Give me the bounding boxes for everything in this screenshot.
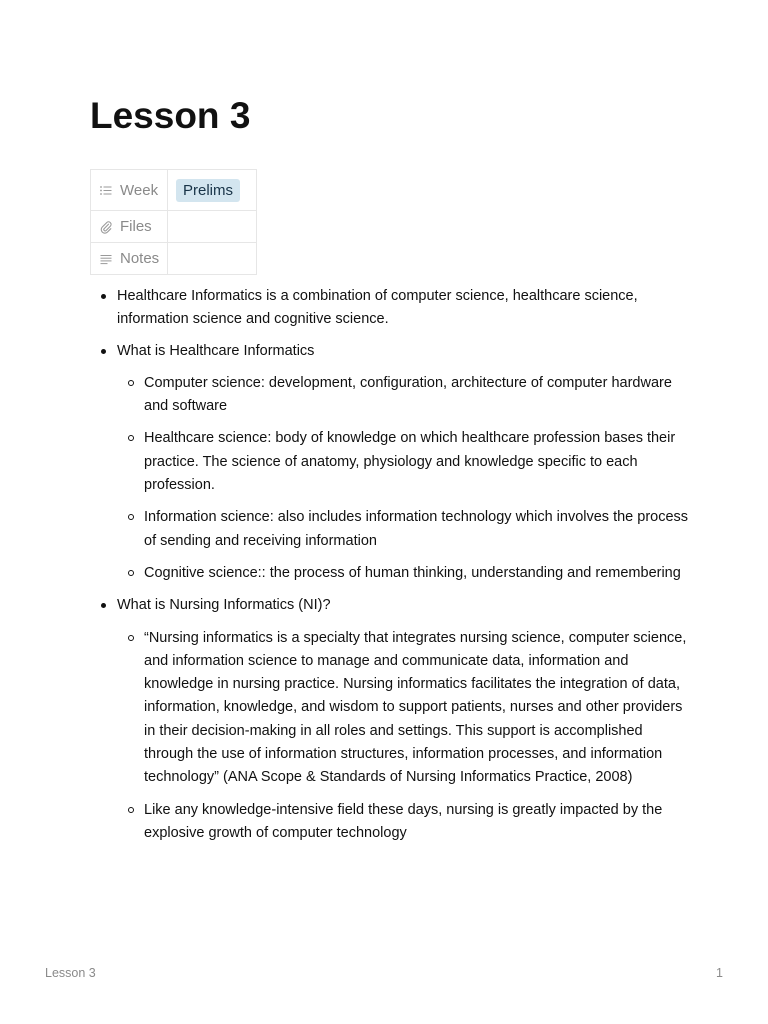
bullet-dot-icon <box>101 294 106 299</box>
list-item-text: Healthcare Informatics is a combination of computer science, healthcare science, information science and cognitive science. <box>117 288 638 328</box>
property-key-label: Notes <box>120 250 160 267</box>
property-row-notes <box>91 243 257 275</box>
property-value-cell[interactable] <box>168 211 257 243</box>
property-value-cell[interactable] <box>168 170 257 211</box>
footer-page-title: Lesson 3 <box>45 966 96 980</box>
bulleted-list <box>90 285 690 845</box>
property-key-cell <box>91 243 168 275</box>
nested-list-item-text: Healthcare science: body of knowledge on which healthcare profession bases their practice. The science of anatomy, physiology and knowledge specific to each profession. <box>144 430 676 494</box>
list-item <box>90 285 690 332</box>
nested-list-item-text: Like any knowledge-intensive field these days, nursing is greatly impacted by the explosive growth of computer technology <box>144 801 663 841</box>
nested-list-item-text: Information science: also includes information technology which involves the process of sending and receiving information <box>144 509 689 549</box>
list-item <box>90 594 690 845</box>
bullet-circle-icon <box>128 514 134 520</box>
property-key-label: Files <box>120 218 152 235</box>
bullet-circle-icon <box>128 435 134 441</box>
bullet-circle-icon <box>128 570 134 576</box>
bullet-circle-icon <box>128 807 134 813</box>
list-icon <box>99 183 113 197</box>
property-value-cell[interactable] <box>168 243 257 275</box>
nested-list <box>117 372 690 585</box>
bullet-dot-icon <box>101 603 106 608</box>
page-content <box>90 285 690 854</box>
property-row-week <box>91 170 257 211</box>
bullet-circle-icon <box>128 380 134 386</box>
property-row-files <box>91 211 257 243</box>
nested-list-item <box>117 562 690 585</box>
nested-list-item <box>117 372 690 419</box>
text-lines-icon <box>99 252 113 266</box>
properties-table <box>90 169 257 275</box>
nested-list-item <box>117 627 690 790</box>
property-key-cell <box>91 211 168 243</box>
page-title: Lesson 3 <box>90 95 251 136</box>
footer-page-number: 1 <box>716 966 723 980</box>
nested-list-item <box>117 799 690 846</box>
property-key-label: Week <box>120 181 159 199</box>
list-item <box>90 340 690 586</box>
nested-list-item-text: Cognitive science:: the process of human thinking, understanding and remembering <box>144 564 681 581</box>
nested-list-item <box>117 427 690 497</box>
bullet-circle-icon <box>128 635 134 641</box>
nested-list <box>117 627 690 846</box>
bullet-dot-icon <box>101 349 106 354</box>
list-item-text: What is Nursing Informatics (NI)? <box>117 597 331 614</box>
nested-list-item-text: Computer science: development, configuration, architecture of computer hardware and software <box>144 374 672 415</box>
week-tag[interactable]: Prelims <box>176 179 240 202</box>
property-key-cell <box>91 170 168 211</box>
nested-list-item <box>117 506 690 553</box>
paperclip-icon <box>99 220 113 234</box>
nested-list-item-text: “Nursing informatics is a specialty that integrates nursing science, computer science, and information science to manage and communicate data, information and knowledge in nursing practice. Nursing informatics facilitates the integration of data, information, knowledge, and wisdom to support patients, nurses and other providers in their decision-making in all roles and settings. This support is accomplished through the use of information structures, information processes, and information technology” (ANA Scope & Standards of Nursing Informatics Practice, 2008) <box>144 629 687 786</box>
list-item-text: What is Healthcare Informatics <box>117 342 315 359</box>
